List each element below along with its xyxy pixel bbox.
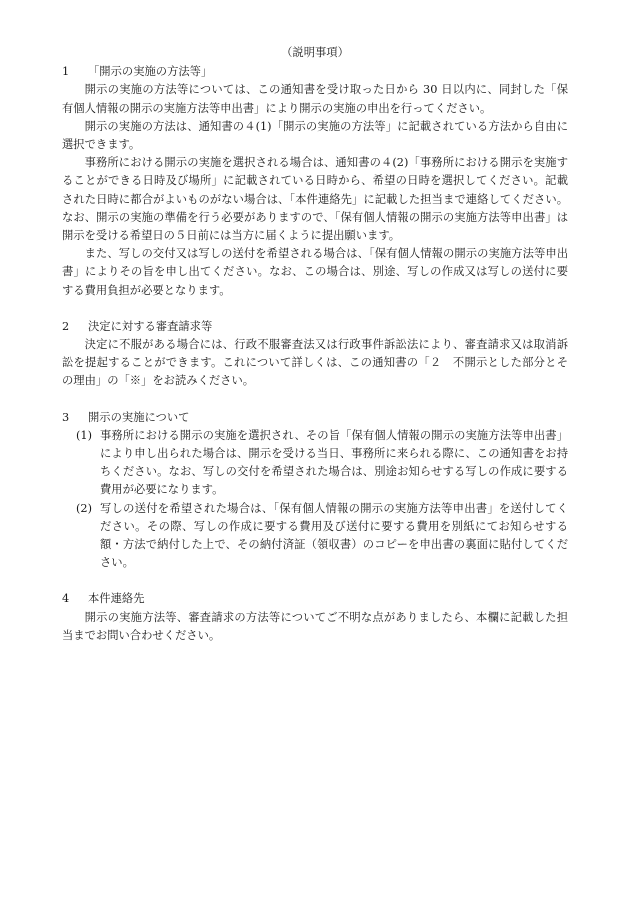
section-number: 4 — [62, 592, 70, 606]
document-title: （説明事項） — [281, 46, 349, 59]
item-marker: (2) — [76, 501, 93, 515]
section-title: 決定に対する審査請求等 — [88, 319, 213, 333]
section-title: 本件連絡先 — [88, 592, 145, 606]
paragraph: 開示の実施方法等、審査請求の方法等についてご不明な点がありましたら、本欄に記載した担当までお問い合わせください。 — [62, 610, 568, 642]
item-marker: (1) — [76, 428, 93, 442]
document-body — [62, 44, 568, 645]
spacer — [62, 391, 568, 409]
paragraph: 開示の実施の方法等については、この通知書を受け取った日から 30 日以内に、同封した「保有個人情報の開示の実施方法等申出書」により開示の実施の申出を行ってください。 — [62, 83, 568, 115]
section-title: 開示の実施について — [88, 410, 190, 424]
section-4 — [62, 590, 568, 645]
section-title: 「開示の実施の方法等」 — [88, 65, 213, 79]
section-3 — [62, 409, 568, 573]
item-text: 事務所における開示の実施を選択され、その旨「保有個人情報の開示の実施方法等申出書」により申し出られた場合は、開示を受ける当日、事務所に来られる際に、この通知書をお持ちください。なお、写しの交付を希望された場合は、別途お知らせする写しの作成に要する費用が必要になります。 — [100, 428, 568, 497]
section-number: 2 — [62, 319, 70, 333]
paragraph: 事務所における開示の実施を選択される場合は、通知書の４(2)「事務所における開示を実施することができる日時及び場所」に記載されている日時から、希望の日時を選択してください。記載された日時に都合がよいものがない場合は、「本件連絡先」に記載した担当まで連絡してください。なお、開示の実施の準備を行う必要がありますので、「保有個人情報の開示の実施方法等申出書」は開示を受ける希望日の５日前には当方に届くように提出願います。 — [62, 156, 568, 243]
spacer — [62, 300, 568, 318]
section-heading — [62, 590, 568, 608]
paragraph: また、写しの交付又は写しの送付を希望される場合は、「保有個人情報の開示の実施方法等申出書」によりその旨を申し出てください。なお、この場合は、別途、写しの作成又は写しの送付に要する費用負担が必要となります。 — [62, 247, 568, 297]
section-heading — [62, 409, 568, 427]
list-item — [76, 427, 568, 500]
section-number: 3 — [62, 410, 70, 424]
section-heading — [62, 318, 568, 336]
section-heading — [62, 63, 568, 81]
list-item — [76, 500, 568, 573]
spacer — [62, 572, 568, 590]
section-number: 1 — [62, 65, 70, 79]
section-1 — [62, 63, 568, 300]
paragraph: 開示の実施の方法は、通知書の４(1)「開示の実施の方法等」に記載されている方法から自由に選択できます。 — [62, 119, 568, 152]
section-2 — [62, 318, 568, 391]
paragraph: 決定に不服がある場合には、行政不服審査法又は行政事件訴訟法により、審査請求又は取消訴訟を提起することができます。これについて詳しくは、この通知書の「２ 不開示とした部分とその理由」の「※」をお読みください。 — [62, 338, 568, 388]
item-text: 写しの送付を希望された場合は、「保有個人情報の開示の実施方法等申出書」を送付してください。その際、写しの作成に要する費用及び送付に要する費用を別紙にてお知らせする額・方法で納付した上で、その納付済証（領収書）のコピーを申出書の裏面に貼付してください。 — [100, 501, 568, 570]
